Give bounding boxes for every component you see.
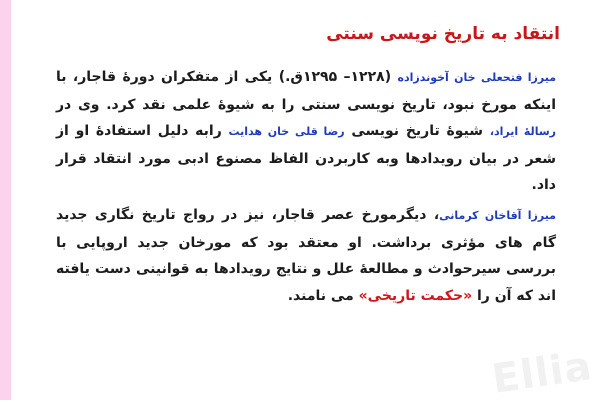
paragraph2-text1: ، دیگرمورخ عصر قاجار، نیز در رواج تاریخ نگاری جدید گام های مؤثری برداشت. او معتقد بود که مورخان جدید اروپایی با بررسی سیرحوادث و مطالعهٔ علل و نتایج رویدادها به قوانینی دست یافته اند که آن را [56, 206, 556, 304]
slide-body [56, 64, 556, 309]
paragraph2-text2: می نامند. [287, 287, 359, 304]
paragraph-akhundzadeh [56, 64, 556, 199]
term-hekmat-tarikhi: «حکمت تاریخی» [358, 287, 473, 304]
book-title-iraad: رسالهٔ ایراد، [489, 125, 556, 139]
slide [11, 0, 600, 403]
person-name-hedayat: رضا قلی خان هدایت [228, 125, 345, 139]
watermark-logo: Ellia [488, 343, 595, 403]
paragraph1-text2: شیوهٔ تاریخ نویسی [344, 123, 490, 140]
person-name-akhundzadeh: میرزا فتحعلی خان آخوندزاده [397, 71, 556, 84]
paragraph1-text3: رابه دلیل استفادهٔ او از شعر در بیان رویدادها وبه کاربردن الفاظ مصنوع ادبی مورد انتقاد قرار داد. [56, 123, 556, 194]
person-name-kermani: میرزا آقاخان کرمانی [439, 208, 556, 222]
paragraph-kermani [56, 202, 556, 309]
paragraph1-text1: (۱۲۲۸– ۱۲۹۵ق.) یکی از متفکران دورهٔ قاجار، با اینکه مورخ نبود، تاریخ نویسی سنتی را به شیوهٔ علمی نقد کرد. وی در [56, 69, 556, 113]
left-pink-sidebar [0, 0, 11, 400]
slide-title: انتقاد به تاریخ نویسی سنتی [326, 24, 560, 44]
